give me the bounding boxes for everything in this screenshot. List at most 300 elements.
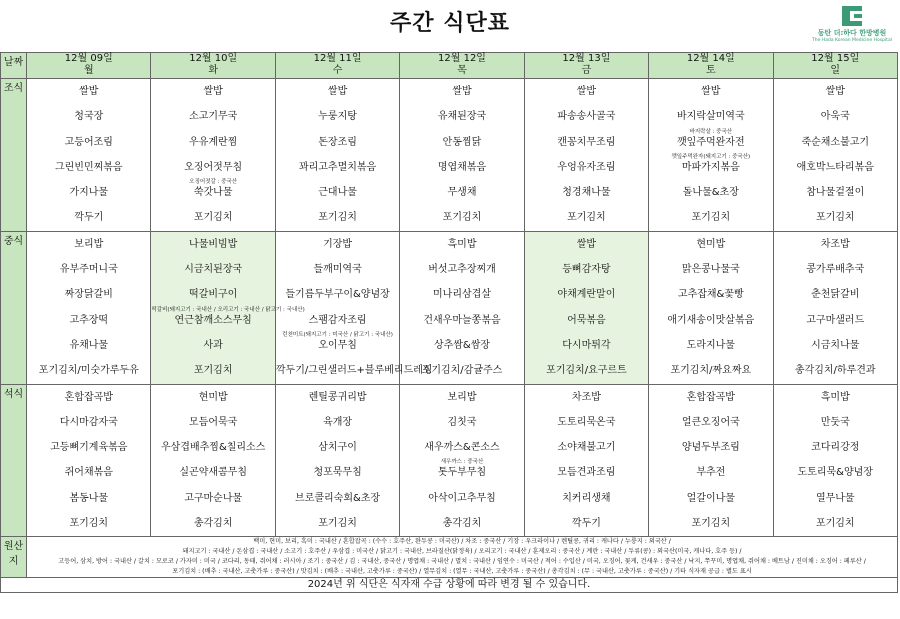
menu-item: [276, 308, 399, 338]
menu-item-name: 유채나물: [69, 339, 109, 351]
menu-item-origin-note: 새우까스 : 중국산: [440, 459, 484, 466]
menu-item-origin-note: 런천미트(돼지고기 : 미국산 / 닭고기 : 국내산): [282, 331, 393, 338]
menu-item-name: 우삼겹배추찜&칠리소스: [160, 442, 266, 454]
menu-item: [649, 104, 772, 135]
menu-item-name: 보리밥: [447, 391, 477, 403]
menu-item-name: 고추잡채&꽃빵: [677, 289, 744, 301]
menu-item: [400, 486, 523, 511]
menu-item-name: 아삭이고추무침: [428, 492, 496, 504]
day-header: [649, 53, 773, 79]
menu-item-name: 소고기무국: [189, 111, 238, 123]
origin-line: 백미, 현미, 보리, 흑미 : 국내산 / 혼합잡곡 : (수수 : 호주산, 완두콩 : 미국산) / 차조 : 중국산 / 기장 : 우크라이나 / 렌틸콩, 귀리 : 캐나다 / 누룽지 : 외국산 /: [253, 538, 671, 546]
menu-item-name: 연근참깨소스무침: [174, 314, 252, 326]
menu-item: [27, 130, 150, 155]
menu-item: [27, 486, 150, 511]
menu-item-origin-note: 떡갈비(돼지고기 : 국내산 / 오리고기 : 국내산 / 닭고기 : 국내산): [151, 306, 305, 313]
menu-item-name: 총각김치: [442, 518, 482, 530]
menu-item-name: 포기김치: [815, 212, 855, 224]
menu-item-name: 시금치나물: [811, 339, 860, 351]
origin-row: [1, 537, 898, 578]
menu-item-name: 차조밥: [820, 238, 850, 250]
menu-item: [774, 385, 897, 410]
menu-cell: [649, 231, 773, 384]
menu-cell: [524, 384, 648, 537]
menu-item-name: 유채된장국: [437, 111, 487, 123]
menu-item: [774, 205, 897, 230]
menu-item: [151, 155, 274, 186]
menu-item: [151, 79, 274, 104]
menu-item-name: 우유계란찜: [189, 136, 238, 148]
menu-item: [276, 385, 399, 410]
date-label: 날짜: [1, 53, 27, 79]
menu-item-name: 깍두기: [74, 212, 104, 224]
menu-item-name: 깍두기: [571, 518, 601, 530]
menu-item-name: 아욱국: [820, 111, 850, 123]
menu-item: [27, 511, 150, 536]
menu-item: [649, 308, 772, 333]
menu-item-name: 청경채나물: [562, 187, 611, 199]
menu-item: [276, 79, 399, 104]
menu-item: [649, 333, 772, 358]
menu-item: [151, 358, 274, 383]
menu-item: [276, 282, 399, 307]
menu-table: [0, 52, 898, 593]
menu-item: [400, 130, 523, 155]
menu-item-name: 춘천닭갈비: [811, 289, 860, 301]
menu-item-name: 미나리삼겹살: [433, 289, 491, 301]
menu-item-name: 누룽지탕: [318, 111, 357, 123]
menu-item: [27, 385, 150, 410]
menu-item-name: 기장밥: [323, 238, 353, 250]
day-header: [524, 53, 648, 79]
menu-item: [774, 410, 897, 435]
notice-text: 2024년 위 식단은 식자재 수급 상황에 따라 변경 될 수 있습니다.: [1, 578, 898, 593]
menu-item: [151, 460, 274, 485]
menu-item: [151, 486, 274, 511]
meal-row: [1, 231, 898, 384]
menu-item-name: 삼치구이: [318, 442, 357, 454]
menu-item: [151, 385, 274, 410]
menu-item-name: 콩가루배추국: [806, 264, 865, 276]
menu-item-name: 떡갈비구이: [189, 289, 238, 301]
menu-item-name: 열무나물: [815, 492, 855, 504]
menu-item-name: 포기김치: [567, 212, 606, 224]
menu-item: [774, 460, 897, 485]
menu-cell: [151, 231, 305, 384]
day-weekday: 토: [705, 65, 716, 76]
menu-item-name: 봄동나물: [69, 492, 109, 504]
menu-item: [400, 308, 523, 333]
menu-item-origin-note: 깻잎주먹완자(돼지고기 : 중국산): [671, 153, 751, 160]
menu-item: [276, 257, 399, 282]
menu-item-name: 톳두부무침: [437, 467, 487, 479]
menu-item: [151, 306, 305, 333]
menu-item-name: 명엽채볶음: [437, 161, 487, 173]
menu-item: [649, 460, 772, 485]
menu-item: [649, 358, 772, 383]
menu-cell: [773, 79, 897, 232]
menu-item: [400, 385, 523, 410]
menu-item-name: 오징어젓무침: [184, 161, 243, 173]
menu-item: [649, 180, 772, 205]
menu-item: [525, 486, 648, 511]
menu-item: [151, 130, 274, 155]
menu-item: [151, 333, 274, 358]
menu-item: [151, 104, 274, 129]
menu-cell: [275, 384, 399, 537]
menu-item-name: 총각김치/하루견과: [794, 365, 876, 377]
menu-item: [400, 435, 523, 466]
menu-item-name: 육개장: [323, 416, 353, 428]
day-header: [27, 53, 151, 79]
origin-line: 돼지고기 : 국내산 / 돈삼겹 : 국내산 / 소고기 : 호주산 / 우삼겹 : 미국산 / 닭고기 : 국내산, 브라질산(닭정육) / 오리고기 : 국내산 / 훈제오리 : 중국산 / 계란 : 국내산 / 두류(콩) : 외국산(미국, 캐나다, 호주 등) /: [182, 548, 742, 556]
menu-item-name: 포기김치: [442, 212, 482, 224]
menu-item: [276, 205, 399, 230]
menu-item-name: 고등뼈기계육볶음: [50, 442, 128, 454]
menu-item: [525, 410, 648, 435]
menu-cell: [400, 231, 524, 384]
menu-item-name: 도토리묵&양념장: [797, 467, 873, 479]
day-weekday: 화: [208, 65, 219, 76]
menu-item: [525, 435, 648, 460]
day-weekday: 목: [457, 65, 467, 76]
menu-item-name: 쌀밥: [327, 86, 348, 97]
menu-item-name: 포기김치: [691, 518, 731, 530]
menu-item-name: 쥐어채볶음: [64, 467, 113, 479]
menu-item-name: 쌀밥: [79, 86, 99, 97]
menu-item: [151, 511, 274, 536]
menu-item-name: 죽순채소불고기: [801, 136, 870, 148]
menu-item: [400, 460, 523, 485]
menu-item-name: 꽈리고추멸치볶음: [298, 161, 377, 173]
day-header: [400, 53, 524, 79]
menu-cell: [400, 384, 524, 537]
menu-item-name: 고추장떡: [69, 314, 109, 326]
menu-item: [400, 282, 523, 307]
menu-item: [525, 333, 648, 358]
menu-item-name: 포기김치: [318, 518, 357, 530]
menu-item: [774, 435, 897, 460]
menu-item: [151, 257, 274, 282]
menu-item-name: 포기김치: [815, 518, 855, 530]
menu-item-name: 치커리생채: [562, 492, 611, 504]
menu-item: [275, 358, 433, 383]
menu-item-name: 다시마튀각: [562, 339, 611, 351]
menu-item: [525, 180, 648, 205]
menu-item: [400, 155, 523, 180]
menu-item: [649, 79, 772, 104]
menu-item-name: 바지락살미역국: [677, 111, 745, 123]
menu-item-name: 다시마감자국: [59, 416, 118, 428]
menu-item-name: 포기김치: [691, 212, 731, 224]
menu-item-name: 김칫국: [447, 416, 477, 428]
menu-item-origin-note: 바지락살 : 중국산: [689, 128, 733, 135]
meal-label: 조식: [1, 79, 27, 232]
menu-item-name: 깻잎주먹완자전: [677, 136, 745, 148]
menu-item: [400, 358, 523, 383]
menu-item: [400, 205, 523, 230]
menu-item: [774, 486, 897, 511]
menu-item-name: 들기름두부구이&양념장: [285, 289, 390, 301]
menu-item-name: 상추쌈&쌈장: [433, 339, 491, 351]
menu-item: [400, 104, 523, 129]
menu-item: [774, 180, 897, 205]
menu-item: [276, 435, 399, 460]
menu-item: [525, 79, 648, 104]
menu-item: [276, 333, 399, 358]
menu-item-name: 현미밥: [696, 238, 726, 250]
menu-item-name: 파송송사골국: [557, 111, 616, 123]
day-date: 12월 12일: [438, 53, 486, 64]
menu-cell: [275, 79, 399, 232]
menu-item: [151, 435, 274, 460]
menu-cell: [524, 79, 648, 232]
menu-item-name: 도토리묵온국: [557, 416, 616, 428]
menu-item-name: 혼합잡곡밥: [64, 391, 113, 403]
menu-item: [525, 308, 648, 333]
menu-item-name: 흑미밥: [447, 238, 477, 250]
menu-item: [774, 257, 897, 282]
day-weekday: 수: [332, 65, 343, 76]
menu-item-name: 모듬견과조림: [557, 467, 616, 479]
menu-item: [649, 257, 772, 282]
meal-label: 중식: [1, 231, 27, 384]
menu-item-name: 코다리강정: [811, 442, 860, 454]
origin-label: 원산지: [1, 537, 27, 578]
menu-item-name: 총각김치: [193, 518, 233, 530]
menu-item: [151, 205, 274, 230]
menu-item-name: 스팸감자조림: [308, 314, 367, 326]
menu-item: [649, 410, 772, 435]
day-header: [773, 53, 897, 79]
menu-item-name: 고구마순나물: [184, 492, 243, 504]
menu-item: [400, 79, 523, 104]
menu-item-name: 포기김치: [193, 212, 233, 224]
day-date: 12월 14일: [686, 53, 735, 64]
menu-item-name: 만둣국: [820, 416, 850, 428]
menu-item-name: 쌀밥: [825, 86, 845, 97]
menu-item: [400, 257, 523, 282]
menu-item-name: 얼갈이나물: [686, 492, 735, 504]
menu-item: [276, 511, 399, 536]
menu-item-name: 실곤약새콤무침: [179, 467, 247, 479]
menu-item: [276, 130, 399, 155]
menu-item: [151, 410, 274, 435]
menu-item: [276, 232, 399, 257]
menu-item: [649, 205, 772, 230]
menu-item-name: 돌나물&초장: [682, 187, 739, 199]
header-row: [1, 53, 898, 79]
menu-item-name: 부추전: [696, 467, 726, 479]
menu-item-name: 들깨미역국: [313, 264, 362, 276]
notice-row: [1, 578, 898, 593]
menu-item-name: 차조밥: [571, 391, 601, 403]
menu-item: [525, 232, 648, 257]
menu-item-name: 새우까스&콘소스: [424, 442, 500, 454]
menu-item: [774, 333, 897, 358]
menu-item-name: 돈장조림: [318, 136, 357, 148]
day-date: 12월 15일: [811, 53, 860, 64]
menu-item-name: 포기김치/감귤주스: [421, 365, 503, 377]
menu-item-name: 시금치된장국: [184, 264, 243, 276]
menu-item: [774, 155, 897, 180]
meal-row: [1, 384, 898, 537]
menu-item-name: 얼큰오징어국: [681, 416, 740, 428]
menu-item: [525, 104, 648, 129]
menu-item: [276, 104, 399, 129]
origin-text: [27, 537, 898, 578]
menu-item: [27, 155, 150, 180]
menu-item: [276, 155, 399, 180]
menu-item-name: 오이무침: [318, 339, 357, 351]
day-header: [275, 53, 399, 79]
menu-item-name: 쌀밥: [452, 86, 472, 97]
menu-item: [525, 257, 648, 282]
menu-item-name: 쌀밥: [576, 238, 597, 250]
menu-cell: [27, 231, 151, 384]
menu-item: [525, 511, 648, 536]
menu-item: [525, 460, 648, 485]
hospital-name: 동탄 더:하다 한방병원: [817, 29, 887, 37]
menu-item-name: 안동찜닭: [442, 136, 482, 148]
menu-item-name: 포기김치: [69, 518, 109, 530]
menu-item: [27, 410, 150, 435]
menu-item: [774, 130, 897, 155]
origin-line: 포기김치 : (배추 : 국내산, 고춧가루 : 중국산) / 맛김치 : (배추 : 국내산, 고춧가루 : 중국산) / 열무김치 : (열무 : 국내산, 고춧가루 : 중국산) / 총각김치 : (무 : 국내산, 고춧가루 : 중국산) / 기타 식자재 공급 : 별도 표시: [172, 568, 752, 576]
menu-cell: [400, 79, 524, 232]
hospital-logo-icon: [842, 6, 862, 26]
menu-item-origin-note: 오징어젓갈 : 중국산: [189, 179, 238, 186]
menu-item: [27, 358, 150, 383]
menu-item-name: 포기김치/요구르트: [546, 365, 627, 377]
menu-item: [276, 460, 399, 485]
day-date: 12월 13일: [562, 53, 611, 64]
menu-item-name: 사과: [203, 339, 223, 351]
menu-item: [151, 180, 274, 205]
menu-item: [400, 333, 523, 358]
menu-item: [774, 308, 897, 333]
menu-item: [27, 232, 150, 257]
menu-item: [649, 155, 772, 180]
menu-item: [774, 358, 897, 383]
menu-item: [276, 180, 399, 205]
menu-item-name: 그린빈민찌볶음: [54, 161, 123, 173]
menu-item-name: 버섯고추장찌개: [428, 264, 496, 276]
menu-item-name: 청국장: [74, 111, 104, 123]
menu-item: [276, 486, 399, 511]
menu-item-name: 애기새송이맛살볶음: [667, 314, 755, 326]
day-date: 12월 11일: [313, 53, 362, 64]
menu-item-name: 포기김치/짜요짜요: [670, 365, 752, 377]
day-header: [151, 53, 275, 79]
menu-item-name: 참나물겉절이: [806, 187, 865, 199]
menu-item: [276, 410, 399, 435]
menu-item: [525, 155, 648, 180]
menu-item: [774, 282, 897, 307]
menu-item: [649, 130, 772, 160]
menu-item-name: 브로콜리숙회&초장: [295, 492, 381, 504]
menu-item: [27, 79, 150, 104]
menu-item: [400, 232, 523, 257]
menu-cell: [524, 231, 648, 384]
menu-item: [525, 385, 648, 410]
menu-item: [151, 232, 274, 257]
menu-item: [27, 180, 150, 205]
menu-item: [27, 104, 150, 129]
menu-item-name: 나물비빔밥: [189, 238, 238, 250]
menu-item-name: 우엉유자조림: [557, 161, 616, 173]
menu-item-name: 소야채불고기: [557, 442, 616, 454]
menu-item-name: 애호박느타리볶음: [796, 161, 874, 173]
menu-cell: [773, 384, 897, 537]
menu-cell: [151, 384, 275, 537]
menu-item-name: 흑미밥: [820, 391, 850, 403]
menu-item: [400, 410, 523, 435]
menu-item: [649, 486, 772, 511]
menu-item-name: 가지나물: [69, 187, 109, 199]
menu-cell: [649, 79, 773, 232]
menu-item-name: 현미밥: [198, 391, 228, 403]
hospital-subname: The Hada Korean Medicine Hospital: [812, 38, 892, 43]
menu-item-name: 도라지나물: [686, 339, 735, 351]
menu-item-name: 유부주머니국: [59, 264, 118, 276]
menu-item: [151, 282, 305, 313]
origin-line: 고등어, 삼치, 방어 : 국내산 / 갈치 : 모로코 / 가자미 : 미국 / 코다리, 동태, 쥐어채 : 러시아 / 조기 : 중국산 / 김 : 국내산, 중국산 / 명엽채 : 국내산 / 멸치 : 국내산 / 임연수 : 미국산 / 적어 : 수입산 / 미국, 오징어, 꽃게, 건새우 : 중국산 / 낙지, 쭈꾸미, 명엽채, 쥐어채 : 베트남 / 진미채 : 오징어 : 페루산 /: [58, 558, 866, 566]
menu-item-name: 쌀밥: [203, 86, 223, 97]
menu-item: [27, 308, 150, 333]
menu-item-name: 포기김치: [318, 212, 357, 224]
menu-item: [525, 205, 648, 230]
menu-item: [649, 232, 772, 257]
menu-item-name: 근대나물: [318, 187, 357, 199]
menu-item-name: 마파가지볶음: [681, 161, 740, 173]
menu-item: [27, 205, 150, 230]
menu-cell: [773, 231, 897, 384]
menu-item-name: 모듬어묵국: [189, 416, 238, 428]
meal-row: [1, 79, 898, 232]
menu-item: [27, 257, 150, 282]
hospital-logo: [812, 6, 892, 50]
menu-item-name: 고등어조림: [64, 136, 113, 148]
menu-item-name: 보리밥: [74, 238, 104, 250]
menu-item-name: 깍두기/그린샐러드+블루베리드레싱: [275, 365, 433, 377]
menu-item-name: 맑은콩나물국: [681, 264, 740, 276]
menu-item: [400, 180, 523, 205]
menu-item-name: 어묵볶음: [567, 314, 606, 326]
menu-item-name: 포기김치: [193, 365, 233, 377]
menu-item: [525, 130, 648, 155]
day-date: 12월 10일: [189, 53, 238, 64]
menu-item-name: 청포묵무침: [313, 467, 362, 479]
menu-cell: [151, 79, 275, 232]
menu-item: [774, 104, 897, 129]
menu-item-name: 포기김치/미숫가루두유: [38, 365, 139, 377]
menu-item-name: 건새우마늘쫑볶음: [423, 314, 501, 326]
menu-cell: [275, 231, 433, 384]
menu-item: [27, 435, 150, 460]
menu-cell: [649, 384, 773, 537]
menu-item: [649, 435, 772, 460]
menu-item: [400, 511, 523, 536]
day-weekday: 월: [83, 65, 94, 76]
day-weekday: 금: [581, 65, 592, 76]
menu-item-name: 등뼈감자탕: [562, 264, 611, 276]
menu-item: [525, 282, 648, 307]
menu-item: [649, 511, 772, 536]
menu-item-name: 야채계란말이: [557, 289, 616, 301]
menu-item-name: 쑥갓나물: [193, 187, 233, 199]
menu-item: [649, 282, 772, 307]
